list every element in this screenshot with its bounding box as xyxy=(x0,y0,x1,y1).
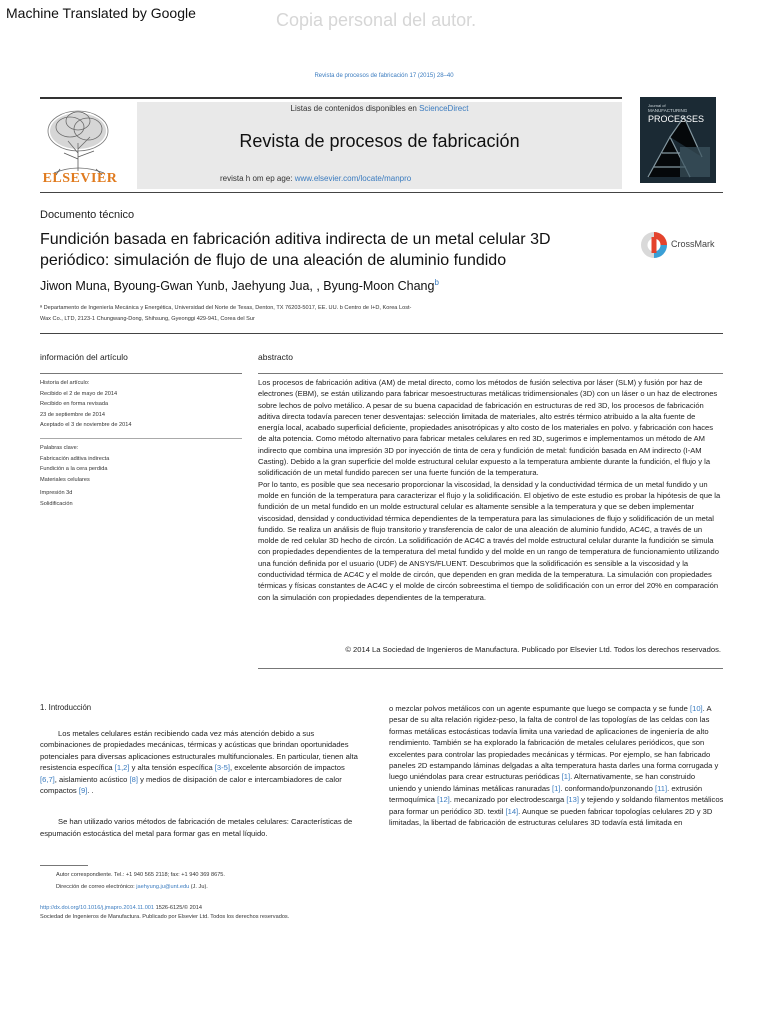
footnote-rule xyxy=(40,865,88,866)
citation-link[interactable]: [9] xyxy=(78,786,88,796)
citation-link[interactable]: [8] xyxy=(129,774,138,784)
journal-homepage xyxy=(220,174,411,183)
crossmark-badge[interactable] xyxy=(640,232,730,258)
sciencedirect-link[interactable]: ScienceDirect xyxy=(419,104,469,113)
affiliation-line: Wax Co., LTD, 2123-1 Chungwang-Dong, Shihsung, Gyeonggi 429-941, Corea del Sur xyxy=(40,316,255,322)
crossmark-icon xyxy=(640,231,668,259)
cover-line-3: PROCESSES xyxy=(648,114,705,124)
article-info-rule xyxy=(40,373,242,374)
abstract-heading: abstracto xyxy=(258,352,293,362)
history-line: Aceptado el 3 de noviembre de 2014 xyxy=(40,422,132,428)
citation-link[interactable]: [10] xyxy=(689,704,703,713)
machine-translated-label: Machine Translated by Google xyxy=(6,5,196,21)
doi-link[interactable]: http://dx.doi.org/10.1016/j.jmapro.2014.11.001 xyxy=(40,905,155,911)
header-rule xyxy=(40,97,622,99)
body-paragraph: Los metales celulares están recibiendo cada vez más atención debido a sus combinaciones de propiedades mecánicas, térmicas y acústicas que brindan oportunidades potenciales para diversas aplicaciones estructurales multifuncionales. En particular, tienen alta resistencia específica [1,2] y alta tensión específica [3-5], excelente absorción de impactos [6,7], aislamiento acústico [8] y medios de disipación de calor e intercambiadores de calor compactos [9]. . xyxy=(40,729,358,796)
keywords xyxy=(40,443,245,509)
citation-link[interactable]: [6,7] xyxy=(40,774,55,784)
article-title: Fundición basada en fabricación aditiva indirecta de un metal celular 3D periódico: simulación de flujo de una aleación de aluminio fundido xyxy=(40,231,551,269)
abstract-rule xyxy=(258,373,723,374)
copyright-line: © 2014 La Sociedad de Ingenieros de Manufactura. Publicado por Elsevier Ltd. Todos los derechos reservados. xyxy=(345,645,721,654)
crossmark-label: CrossMark xyxy=(671,239,715,249)
history-line: 23 de septiembre de 2014 xyxy=(40,411,105,418)
citation-link[interactable]: [13] xyxy=(566,795,579,805)
keyword: Fabricación aditiva indirecta xyxy=(40,455,110,462)
contents-prefix: Listas de contenidos disponibles en xyxy=(290,104,417,113)
citation-link[interactable]: [1,2] xyxy=(114,763,130,773)
cover-line-2: MANUFACTURING xyxy=(648,108,688,113)
doi-block xyxy=(40,904,440,922)
journal-title: Revista de procesos de fabricación xyxy=(239,131,520,151)
citation-link[interactable]: [11] xyxy=(654,783,668,793)
homepage-prefix: revista h om ep age: xyxy=(220,174,293,183)
body-paragraph: o mezclar polvos metálicos con un agente espumante que luego se compacta y se funde [10]. A pesar de su alta relación rigidez-peso, la falta de control de las topologías de las celdas con las formas metálicas estocásticas todavía limita una variedad de aplicaciones de ingeniería de alto rendimiento. También se ha explorado la fabricación de metales celulares periódicos, que son excelentes para controlar las propiedades mecánicas y térmicas. Por ejemplo, se han fabricado paneles 2D estampando láminas delgadas a alta temperatura hasta darles una forma corrugada y luego uniéndolas para crear estructuras periódicas [1]. Alternativamente, se han construido uniendo y uniendo láminas metálicas ranuradas [1]. conformando/punzonando [11]. extrusión termoquímica [12]. mecanizado por electrodescarga [13] y tejiendo y soldando filamentos metálicos para formar un periódico 3D. textil [14]. Aunque se pueden fabricar topologías celulares 2D y 3D limitadas, la libertad de fabricación de estructuras celulares 3D todavía está limitada en xyxy=(389,704,724,828)
history-line: Recibido el 2 de mayo de 2014 xyxy=(40,390,118,397)
section-heading-introduction: 1. Introducción xyxy=(40,703,92,712)
document-type: Documento técnico xyxy=(40,209,135,221)
header-rule-bottom xyxy=(40,192,723,193)
doi-line: Sociedad de Ingenieros de Manufactura. Publicado por Elsevier Ltd. Todos los derechos reservados. xyxy=(40,914,290,920)
keywords-label: Palabras clave: xyxy=(40,445,79,451)
history-line: Recibido en forma revisada xyxy=(40,401,109,407)
email-link[interactable]: jaehyung.ju@unt.edu xyxy=(136,883,190,890)
author-list xyxy=(40,278,720,293)
body-column-left xyxy=(40,728,362,859)
keyword: Fundición a la cera perdida xyxy=(40,466,108,472)
article-info-heading: información del artículo xyxy=(40,352,128,362)
body-column-right xyxy=(389,703,724,828)
elsevier-wordmark: ELSEVIER xyxy=(42,171,118,186)
citation-link[interactable]: [1] xyxy=(561,772,571,782)
cover-line-1: Journal of xyxy=(648,103,666,108)
abstract-rule-bottom xyxy=(258,668,723,669)
contents-line xyxy=(137,104,622,113)
doi-line: http://dx.doi.org/10.1016/j.jmapro.2014.11.001 1526-6125/© 2014 xyxy=(40,905,203,911)
affiliation-line: ª Departamento de Ingeniería Mecánica y Energética, Universidad del Norte de Texas, Denton, TX 76203-5017, EE. UU. b Centro de I+D, Korea Lost- xyxy=(40,305,412,311)
authors-text: Jiwon Muna, Byoung-Gwan Yunb, Jaehyung Jua, , Byung-Moon Chang xyxy=(40,279,435,294)
author-affil-marker[interactable]: b xyxy=(434,278,439,287)
section-divider xyxy=(40,333,723,334)
abstract-paragraph: Los procesos de fabricación aditiva (AM) de metal directo, como los métodos de fusión selectiva por láser (SLM) y fusión por haz de electrones (EBM), se están utilizando para fabricar mesoestructuras metálicas tridimensionales (3D) con un láser o un haz de electrones sobre lechos de polvo metálico. A pesar de su buena capacidad de fabricación en estructuras de red 3D, los procesos de fabricación aditiva directa todavía parecen tener desventajas: selección limitada de materiales, alto estrés térmico atribuido a la alta fuente de energía local, acabado superficial deficiente, propiedades anisotrópicas y alto costo de los materiales en polvo. y fabricación con haces de alta potencia. Como método alternativo para fabricar metales celulares en red 3D, sugerimos e implementamos un método de AM indirecto que combina una impresión 3D por inyección de tinta de cera y fundición de metal: fundición basada en AM indirecto (I-AM Casting). Debido a la gran superficie del molde estructural celular expuesto a la temperatura ambiente durante la fundición, el flujo y la solidificación de un metal fundido parecen ser una fuerte función de la temperatura. xyxy=(258,378,718,478)
history-line: Historia del artículo: xyxy=(40,380,90,386)
homepage-link[interactable]: www.elsevier.com/locate/manpro xyxy=(294,174,412,183)
article-history xyxy=(40,378,245,431)
abstract-body xyxy=(258,377,721,603)
elsevier-logo xyxy=(40,103,120,187)
footnote-line: Dirección de correo electrónico: jaehyung.ju@unt.edu (J. Ju). xyxy=(56,883,208,890)
keyword: Impresión 3d xyxy=(40,490,73,496)
footnote-line: Autor correspondiente. Tel.: +1 940 565 2118; fax: +1 940 369 8675. xyxy=(56,872,225,878)
footnote xyxy=(56,870,386,893)
journal-cover[interactable] xyxy=(640,97,716,183)
citation-link[interactable]: [14] xyxy=(505,806,519,816)
citation-link[interactable]: [3-5] xyxy=(214,763,230,773)
keyword: Materiales celulares xyxy=(40,476,90,483)
affiliations xyxy=(40,303,720,325)
body-paragraph: Se han utilizado varios métodos de fabricación de metales celulares: Características de espumación estocástica del metal para formar gas en metal líquido. xyxy=(40,817,353,838)
abstract-paragraph: Por lo tanto, es posible que sea necesario proporcionar la viscosidad, la densidad y la conductividad térmica de un metal fundido y un molde en función de la temperatura para caracterizar el flujo y la solidificación. El objetivo de este estudio es probar la hipótesis de que la fundición de un metal fundido en un molde estructural celular es altamente sensible a la temperatura y que se deben implementar viscosidad, densidad y conductividad térmica dependientes de la temperatura para las simulaciones de flujo y solidificación de un metal fundido. Se realiza un análisis de flujo transitorio y transferencia de calor de una aleación de aluminio fundido, AC4C, a través de un molde de red celular 3D hecho de circón. La solidificación de AC4C a través del molde estructural celular durante la fundición se simula con propiedades dependientes de la temperatura del metal fundido y del molde en un rango de temperatura de funcionamiento utilizando una función definida por el usuario (UDF) de ANSYS/FLUENT. Descubrimos que la solidificación es sensible a la viscosidad y la conductividad térmica de AC4C y el molde de circón, que dependen en gran medida de la temperatura. La simulación con propiedades térmicas y físicas constantes de AC4C y el molde de circón sobreestima el tiempo de solidificación con un error del 20% en comparación con la simulación con propiedades dependientes de la temperatura. xyxy=(258,479,721,602)
citation-link[interactable]: [12] xyxy=(437,795,450,805)
watermark: Copia personal del autor. xyxy=(276,10,477,30)
keywords-rule xyxy=(40,438,242,439)
journal-reference[interactable]: Revista de procesos de fabricación 17 (2015) 28–40 xyxy=(314,73,454,79)
citation-link[interactable]: [1] xyxy=(551,783,561,793)
keyword: Solidificación xyxy=(40,500,73,507)
